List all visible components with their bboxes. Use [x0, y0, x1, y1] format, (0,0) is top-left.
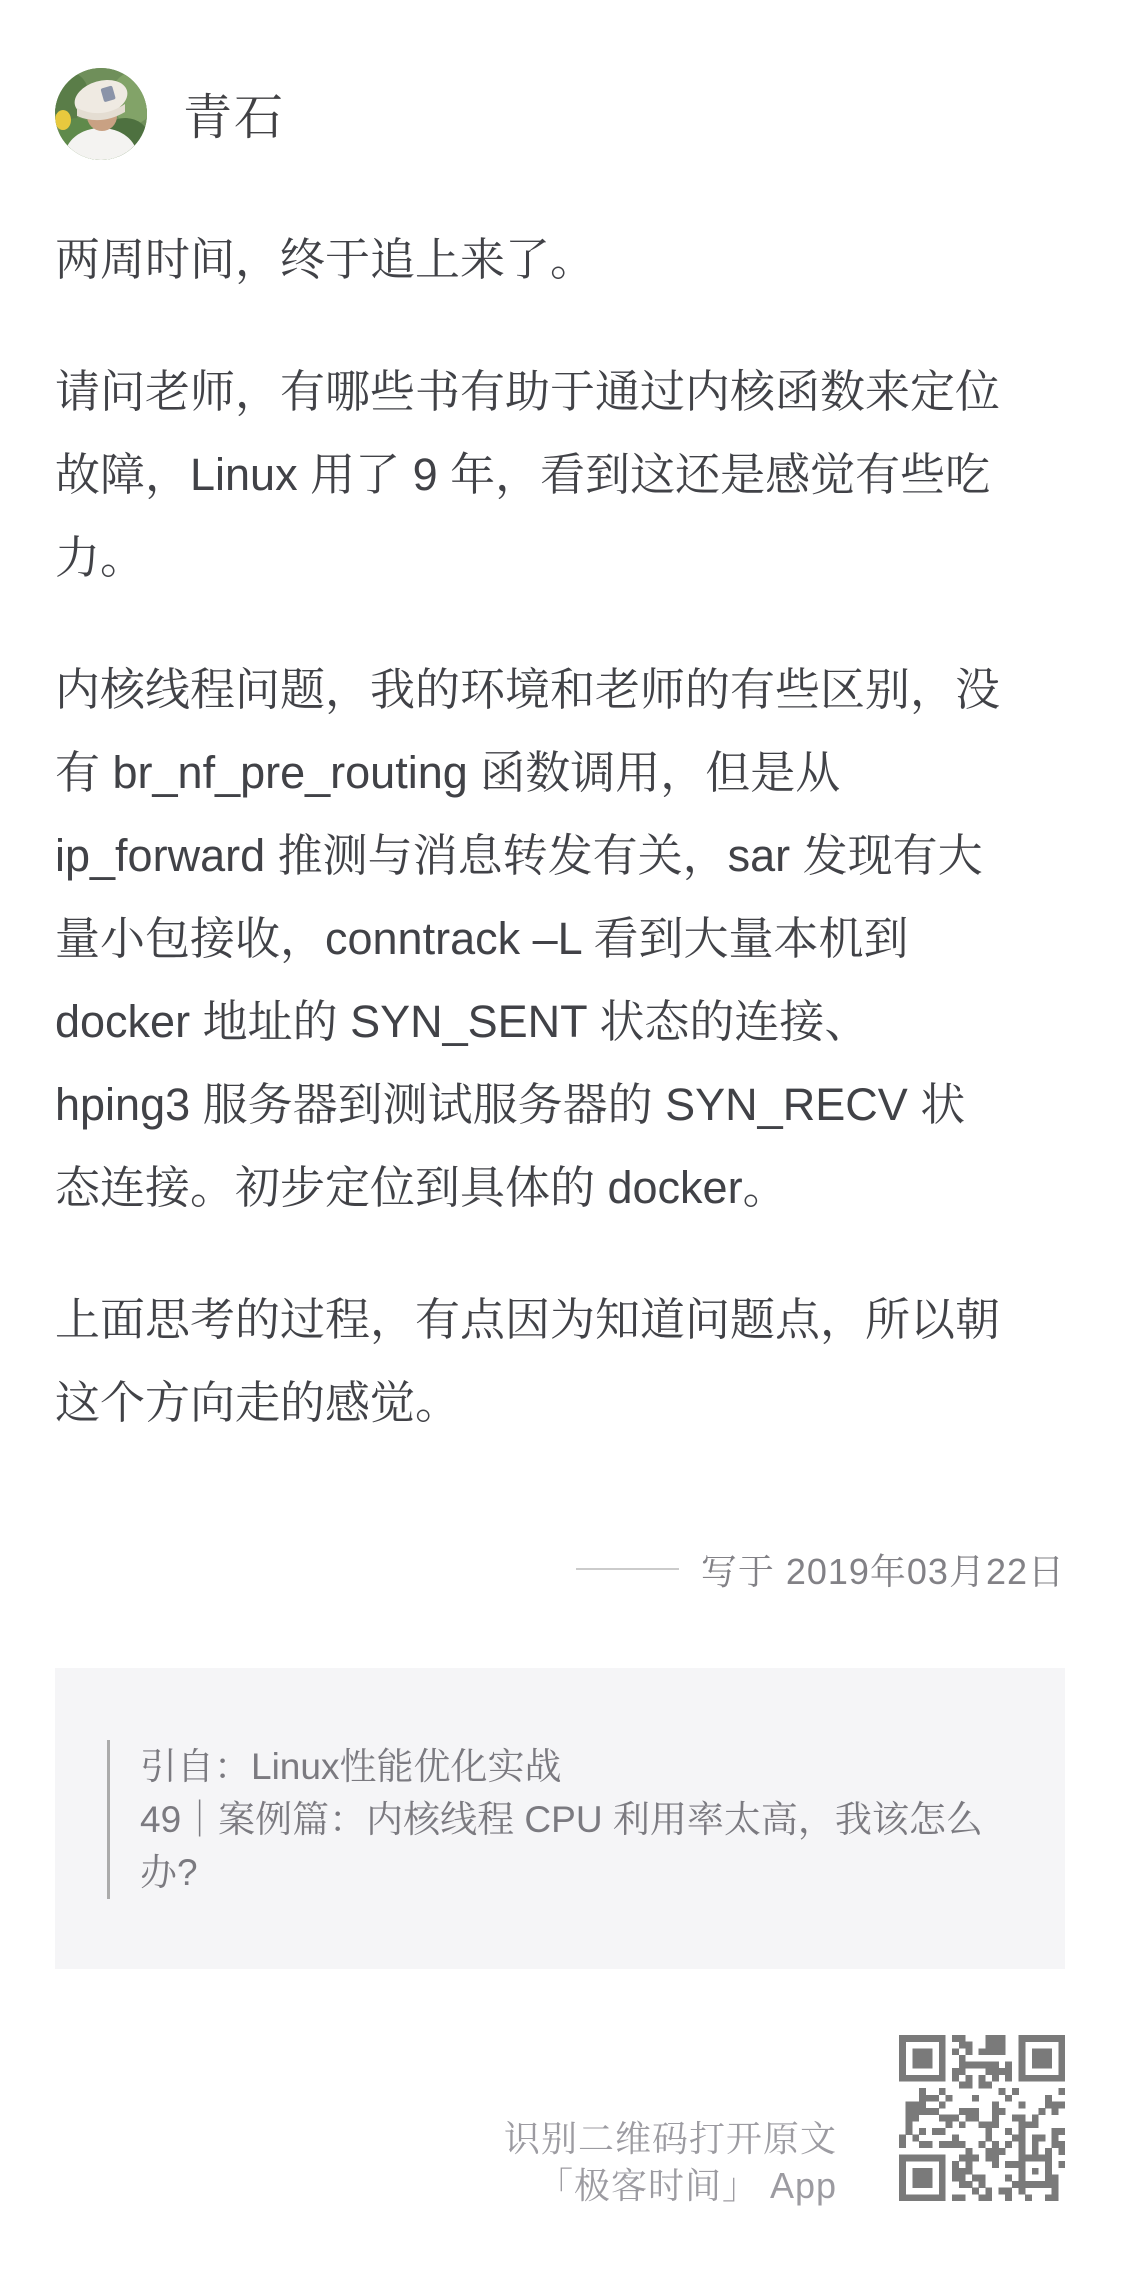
post-paragraph [55, 218, 1065, 301]
qr-caption [504, 2115, 837, 2209]
post-paragraph [55, 648, 1065, 1229]
post-paragraph [55, 1278, 1065, 1444]
text-line: 故障，Linux 用了 9 年，看到这还是感觉有些吃 [55, 449, 991, 500]
text-line: docker 地址的 SYN_SENT 状态的连接、 [55, 996, 870, 1047]
date-dash-line [576, 1568, 679, 1570]
text-line: 量小包接收，conntrack –L 看到大量本机到 [55, 913, 909, 964]
text-line: hping3 服务器到测试服务器的 SYN_RECV 状 [55, 1079, 966, 1130]
text-line: 有 br_nf_pre_routing 函数调用，但是从 [55, 747, 841, 798]
text-line: ip_forward 推测与消息转发有关，sar 发现有大 [55, 830, 983, 881]
quote-line: 办? [140, 1852, 198, 1893]
source-quote-box [55, 1668, 1065, 1969]
footer [55, 2035, 1065, 2206]
text-line: 上面思考的过程，有点因为知道问题点，所以朝 [55, 1294, 1001, 1345]
text-line: 这个方向走的感觉。 [55, 1377, 461, 1428]
text-line: 内核线程问题，我的环境和老师的有些区别，没 [55, 664, 1001, 715]
username: 青石 [183, 91, 286, 145]
post-body [55, 218, 1065, 1444]
quote-line: 49｜案例篇：内核线程 CPU 利用率太高，我该怎么 [140, 1799, 983, 1840]
date-row [55, 1544, 1065, 1594]
source-quote [107, 1740, 1010, 1899]
avatar-image [55, 68, 147, 160]
caption-line: 识别二维码打开原文 [503, 2118, 837, 2159]
text-line: 两周时间，终于追上来了。 [55, 234, 596, 285]
caption-line: 「极客时间」 App [536, 2165, 837, 2206]
qr-code [899, 2035, 1065, 2201]
date-text: 写于 2019年03月22日 [700, 1550, 1065, 1592]
text-line: 力。 [55, 532, 146, 583]
user-header [55, 68, 1065, 160]
post-paragraph [55, 350, 1065, 599]
text-line: 请问老师，有哪些书有助于通过内核函数来定位 [55, 366, 1001, 417]
quote-line: 引自：Linux性能优化实战 [140, 1746, 562, 1787]
avatar [55, 68, 147, 160]
qr-code-image [899, 2035, 1065, 2201]
text-line: 态连接。初步定位到具体的 docker。 [55, 1162, 788, 1213]
